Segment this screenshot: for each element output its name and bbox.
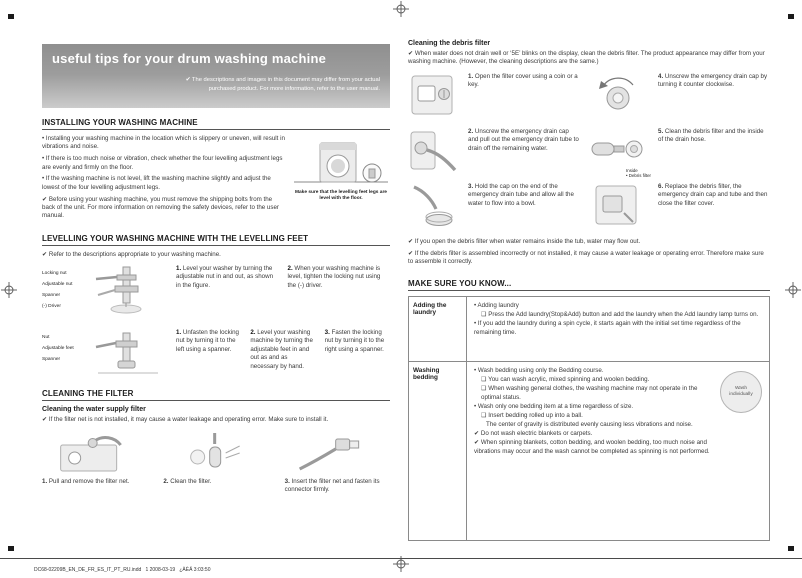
levelling-diagram-2	[42, 329, 168, 379]
washer-on-floor-figure	[292, 135, 390, 202]
levelling-bolt-diagram	[92, 265, 164, 319]
step-item: 3. Fasten the locking nut by turning it to the right using a spanner.	[324, 328, 385, 353]
bullet: • If the washing machine is not level, lift the washing machine slightly and adjust the lowest of the four levelling adjustment legs.	[42, 175, 271, 191]
filter-net-step2-image	[163, 429, 268, 475]
section-heading-levelling: LEVELLING YOUR WASHING MACHINE WITH THE LEVELLING FEET	[42, 234, 390, 246]
step-caption: 3. Insert the filter net and fasten its connector firmly.	[284, 477, 380, 494]
check-note: ✔ Before using your washing machine, you must remove the shipping bolts from the back of the unit. For more information on removing the safety devices, refer to the user manual.	[42, 195, 279, 220]
step-item: 2. Level your washing machine by turning the adjustable feet in and out as and as necessary by hand.	[250, 328, 313, 370]
row-content: • Adding laundry ❑ Press the Add laundry(Stop&Add) button and add the laundry when the Add laundry lamp turns on. • If you add the laundry during a spin cycle, it starts again with the initial set time regardless of the remaining time.	[474, 301, 759, 336]
left-column	[42, 44, 390, 495]
subheading-water-supply-filter: Cleaning the water supply filter	[42, 405, 146, 413]
section-heading-cleaning-filter: CLEANING THE FILTER	[42, 389, 390, 401]
filter-note: ✔ If the filter net is not installed, it may cause a water leakage and operating error. Make sure to install it.	[42, 415, 329, 423]
table-row	[409, 361, 769, 540]
filter-net-step1-image	[42, 429, 147, 475]
step-item	[42, 429, 147, 495]
table-row	[409, 297, 769, 361]
step-item: 1. Level your washer by turning the adjustable nut in and out, as shown in the figure.	[176, 264, 274, 289]
installing-section	[42, 135, 390, 224]
debris-step2-image	[408, 127, 460, 175]
levelling-steps-1	[176, 265, 390, 291]
levelling-row-1	[42, 265, 390, 319]
step-item	[285, 429, 390, 495]
banner-disclaimer: ✔ The descriptions and images in this document may differ from your actual purchased product. For more information, refer to the user manual.	[185, 77, 380, 92]
levelling-row-2	[42, 329, 390, 379]
title-banner	[42, 44, 390, 108]
debris-note: ✔ When water does not drain well or ‘5E’ blinks on the display, clean the debris filter. The product appearance may differ from your washing machine. (However, the cleaning descriptions are the same.)	[408, 50, 765, 66]
section-heading-make-sure: MAKE SURE YOU KNOW...	[408, 279, 770, 291]
step-item: 5. Clean the debris filter and the inside of the drain hose.	[658, 127, 764, 144]
row-label: Washing bedding	[409, 362, 467, 540]
filter-net-step3-image	[285, 429, 390, 475]
washer-on-floor-illustration	[292, 135, 390, 189]
debris-step6-image	[588, 182, 650, 230]
row-content: • Wash bedding using only the Bedding course. ❑ You can wash acrylic, mixed spinning and woolen bedding. ❑ When washing general clothes, the washing machine may not operate in the optimal status. • Wash only one bedding item at a time regardless of size. ❑ Insert bedding rolled up into a ball. The center of gravity is distributed evenly causing less vibrations and noise. ✔ Do not wash electric blankets or carpets. ✔ When spinning blankets, cotton bedding, and woolen bedding, too much noise and vibrations may occur and the wash cannot be completed as spinning is not performed. Wash individually	[467, 362, 769, 540]
step-item: 3. Hold the cap on the end of the emergency drain tube and allow all the water to flow into a bowl.	[468, 182, 574, 207]
subheading-debris-filter: Cleaning the debris filter	[408, 40, 491, 47]
debris-step1-image	[408, 72, 460, 120]
step-item: 2. Unscrew the emergency drain cap and pull out the emergency drain tube to drain off the remaining water.	[468, 127, 579, 152]
step-item	[163, 429, 268, 495]
footer-rule	[0, 558, 802, 559]
debris-inset-label: Inside • Debris filter	[626, 167, 651, 179]
installing-bullets	[42, 135, 286, 224]
registration-mark-top	[392, 1, 410, 17]
print-footer: DC68-02209B_EN_DE_FR_ES_IT_PT_RU.indd 1 2008-03-19 ¿ÀÈÄ 3:03:50	[34, 567, 211, 573]
crop-mark	[8, 546, 14, 551]
crop-mark	[788, 14, 794, 19]
figure-caption: Make sure that the levelling feet legs are level with the floor.	[295, 190, 387, 202]
step-item: 2. When your washing machine is level, tighten the locking nut using the (-) driver.	[287, 264, 381, 289]
levelling-feet-diagram	[92, 329, 164, 379]
step-caption: 2. Clean the filter.	[163, 477, 212, 485]
wash-individually-badge: Wash individually	[720, 371, 762, 413]
step-item: 4. Unscrew the emergency drain cap by turning it counter clockwise.	[658, 72, 768, 89]
bullet: • If there is too much noise or vibration, check whether the four levelling adjustment legs are evenly and firmly on the floor.	[42, 155, 283, 171]
debris-step4-image	[588, 72, 650, 120]
debris-warning-2: ✔ If the debris filter is assembled incorrectly or not installed, it may cause a water leakage or operating error. Therefore make sure to assemble it correctly.	[408, 250, 764, 266]
page-title: useful tips for your drum washing machine	[52, 51, 327, 66]
debris-steps-grid	[408, 72, 770, 230]
levelling-steps-2	[176, 329, 390, 372]
debris-warning-1: ✔ If you open the debris filter when water remains inside the tub, water may flow out.	[408, 237, 641, 245]
section-heading-installing: INSTALLING YOUR WASHING MACHINE	[42, 118, 390, 130]
diagram-labels: Nut Adjustable feet Spanner	[42, 334, 74, 362]
right-column	[408, 40, 770, 541]
step-caption: 1. Pull and remove the filter net.	[42, 477, 130, 485]
debris-step3-image	[408, 182, 460, 230]
step-item: 6. Replace the debris filter, the emergency drain cap and tube and then close the filter cover.	[658, 182, 768, 207]
registration-mark-left	[1, 281, 17, 299]
crop-mark	[8, 14, 14, 19]
step-item: 1. Unfasten the locking nut by turning it to the left using a spanner.	[176, 328, 239, 353]
make-sure-table	[408, 296, 770, 541]
water-filter-steps	[42, 429, 390, 495]
diagram-labels: Locking nut Adjustable nut Spanner (-) Driver	[42, 270, 73, 309]
levelling-diagram-1	[42, 265, 168, 319]
registration-mark-right	[785, 281, 801, 299]
step-item: 1. Open the filter cover using a coin or a key.	[468, 72, 578, 89]
bullet: • Installing your washing machine in the location which is slippery or uneven, will result in vibrations and noise.	[42, 135, 285, 151]
crop-mark	[788, 546, 794, 551]
row-label: Adding the laundry	[409, 297, 467, 361]
levelling-note: ✔ Refer to the descriptions appropriate to your washing machine.	[42, 251, 221, 259]
